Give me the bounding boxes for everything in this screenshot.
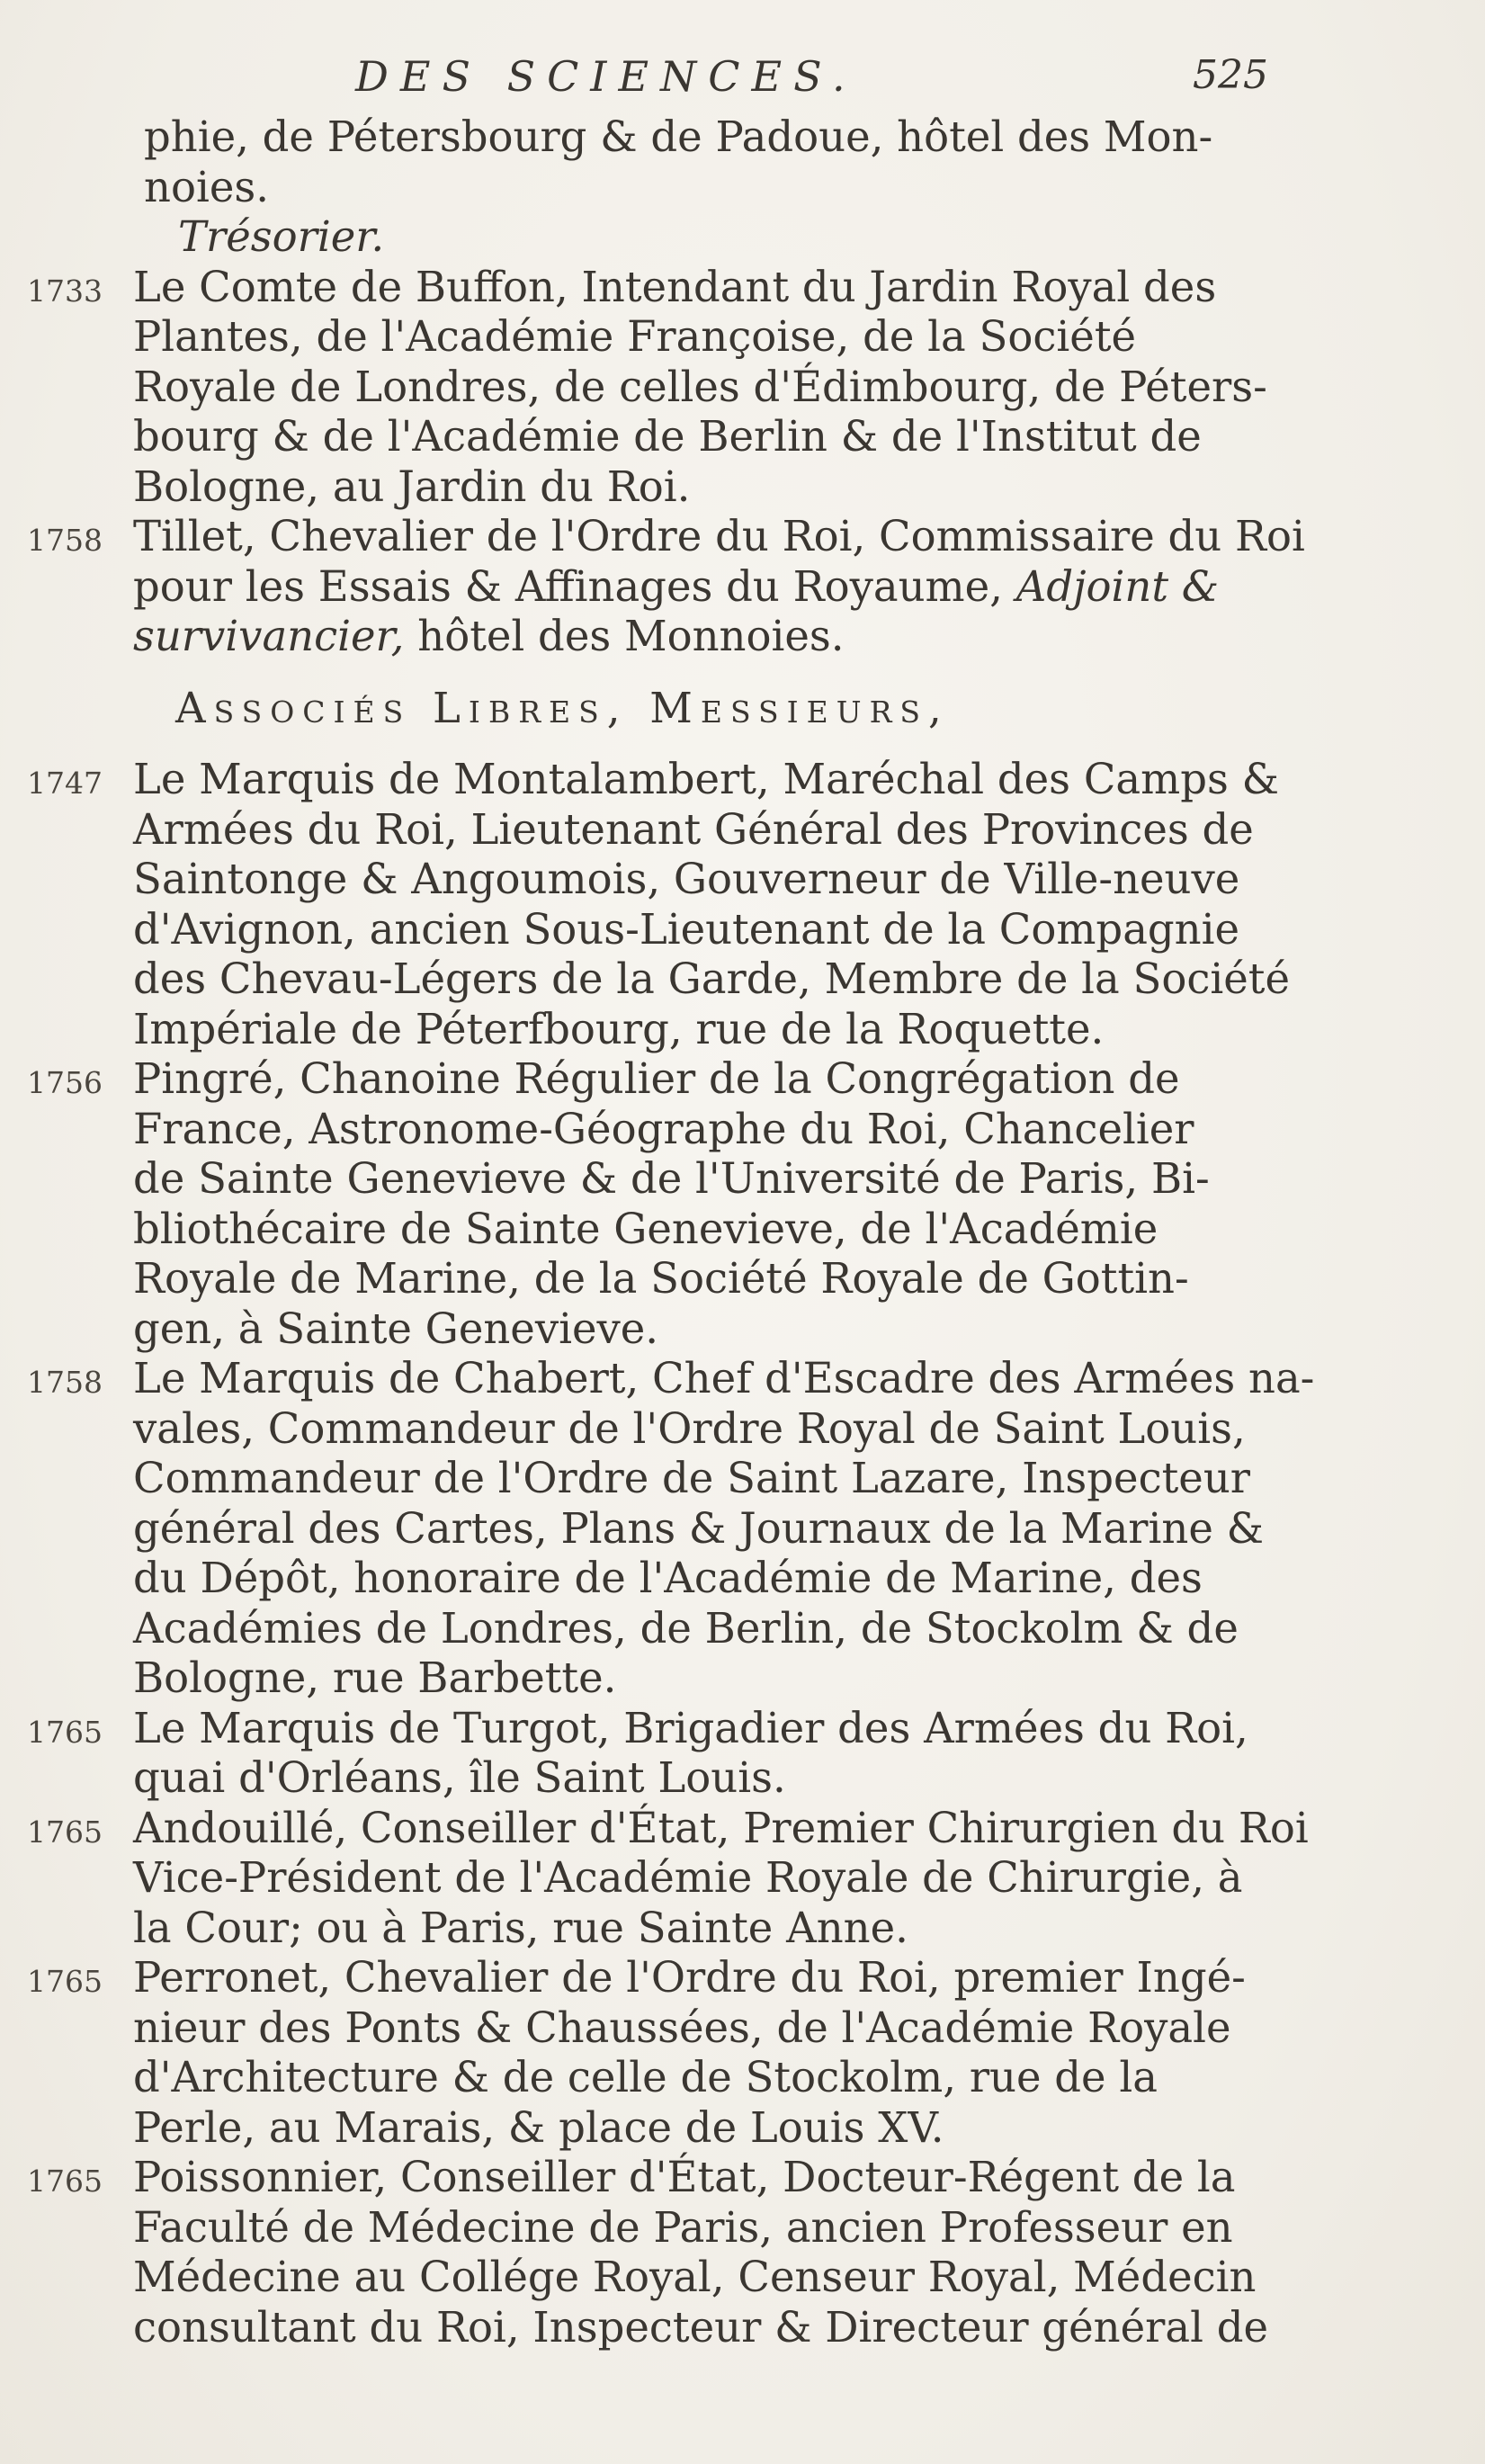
entry-first-line — [27, 1804, 1331, 1854]
line-text: survivancier, — [133, 612, 405, 660]
text-line — [27, 954, 1331, 1005]
line-text: bliothécaire de Sainte Genevieve, de l'Académie — [133, 1204, 1158, 1253]
entry-first-line — [27, 512, 1331, 562]
text-line — [27, 612, 1331, 662]
election-year: 1765 — [27, 1814, 103, 1850]
text-line — [27, 363, 1331, 413]
line-text: phie, de Pétersbourg & de Padoue, hôtel des Mon- — [144, 112, 1213, 161]
line-text: Royale de Londres, de celles d'Édimbourg, de Péters- — [133, 362, 1267, 411]
election-year: 1765 — [27, 2164, 103, 2199]
text-line — [27, 2303, 1331, 2353]
line-text: Perle, au Marais, & place de Louis XV. — [133, 2102, 944, 2152]
line-text: Bologne, au Jardin du Roi. — [133, 461, 691, 511]
line-text: d'Architecture & de celle de Stockolm, rue de la — [133, 2053, 1158, 2101]
line-text: des Chevau-Légers de la Garde, Membre de la Société — [133, 954, 1291, 1003]
line-text-tail: hôtel des Monnoies. — [404, 612, 845, 660]
line-text: Poissonnier, Conseiller d'État, Docteur-Régent de la — [133, 2153, 1236, 2201]
text-line — [27, 1753, 1331, 1804]
line-text: Pingré, Chanoine Régulier de la Congrégation de — [133, 1054, 1180, 1103]
election-year: 1765 — [27, 1714, 103, 1750]
line-text: consultant du Roi, Inspecteur & Directeur général de — [133, 2302, 1269, 2352]
section-heading — [27, 684, 1331, 734]
entry-first-line — [27, 1354, 1331, 1404]
line-text: gen, à Sainte Genevieve. — [133, 1304, 659, 1353]
line-text: noies. — [144, 162, 269, 211]
text-line — [27, 2253, 1331, 2303]
text-line — [27, 905, 1331, 955]
election-year: 1765 — [27, 1964, 103, 1999]
text-line — [27, 855, 1331, 905]
text-line — [27, 1904, 1331, 1954]
line-text: Tillet, Chevalier de l'Ordre du Roi, Commissaire du Roi — [133, 512, 1305, 560]
text-line — [27, 1205, 1331, 1255]
line-text: Le Marquis de Chabert, Chef d'Escadre des Armées na- — [133, 1354, 1315, 1402]
entry-first-line — [27, 263, 1331, 313]
line-text: vales, Commandeur de l'Ordre Royal de Saint Louis, — [133, 1403, 1246, 1453]
entry-first-line — [27, 755, 1331, 805]
text-line — [27, 2053, 1331, 2103]
line-text: quai d'Orléans, île Saint Louis. — [133, 1753, 786, 1802]
text-line — [27, 562, 1331, 613]
text-line — [27, 462, 1331, 513]
line-text: Le Marquis de Montalambert, Maréchal des Camps & — [133, 755, 1280, 803]
line-text: général des Cartes, Plans & Journaux de la Marine & — [133, 1503, 1265, 1553]
text-line — [27, 163, 1331, 213]
text-line — [27, 2103, 1331, 2154]
line-text: Associés Libres, Messieurs, — [175, 683, 950, 732]
line-text: Royale de Marine, de la Société Royale de Gottin- — [133, 1254, 1189, 1303]
text-line — [27, 1554, 1331, 1604]
running-head: DES SCIENCES. — [355, 52, 857, 101]
spacer — [27, 733, 1331, 755]
line-text: nieur des Ponts & Chaussées, de l'Académie Royale — [133, 2003, 1231, 2052]
text-line — [27, 2003, 1331, 2054]
text-line — [27, 312, 1331, 363]
section-title — [27, 212, 1331, 263]
line-text: Andouillé, Conseiller d'État, Premier Chirurgien du Roi — [133, 1803, 1309, 1852]
election-year: 1758 — [27, 523, 103, 558]
line-text: Plantes, de l'Académie Françoise, de la Société — [133, 312, 1137, 361]
line-text: Trésorier. — [178, 212, 385, 261]
text-line — [27, 412, 1331, 462]
line-text-italic: Adjoint & — [1002, 561, 1220, 611]
election-year: 1733 — [27, 273, 103, 309]
text-line — [27, 2203, 1331, 2253]
line-text: Vice-Président de l'Académie Royale de Chirurgie, à — [133, 1853, 1243, 1902]
text-line — [27, 1105, 1331, 1155]
page-number: 525 — [1193, 52, 1268, 98]
line-text: bourg & de l'Académie de Berlin & de l'Institut de — [133, 412, 1202, 461]
line-text: Médecine au Collége Royal, Censeur Royal, Médecin — [133, 2253, 1257, 2301]
line-text: Académies de Londres, de Berlin, de Stockolm & de — [133, 1603, 1239, 1653]
text-line — [27, 1154, 1331, 1205]
line-text: France, Astronome-Géographe du Roi, Chancelier — [133, 1104, 1194, 1153]
page-header — [135, 52, 1304, 106]
line-text: de Sainte Genevieve & de l'Université de Paris, Bi- — [133, 1154, 1210, 1203]
entry-first-line — [27, 1704, 1331, 1754]
line-text: Saintonge & Angoumois, Gouverneur de Ville-neuve — [133, 855, 1240, 903]
line-text: pour les Essais & Affinages du Royaume, — [133, 561, 1003, 611]
entry-first-line — [27, 1953, 1331, 2003]
election-year: 1756 — [27, 1065, 103, 1100]
text-line — [27, 1853, 1331, 1904]
entry-first-line — [27, 1054, 1331, 1105]
line-text: Armées du Roi, Lieutenant Général des Provinces de — [133, 804, 1254, 854]
line-text: du Dépôt, honoraire de l'Académie de Marine, des — [133, 1554, 1203, 1602]
text-line — [27, 1304, 1331, 1355]
line-text: la Cour; ou à Paris, rue Sainte Anne. — [133, 1903, 908, 1952]
text-line — [27, 112, 1331, 163]
election-year: 1747 — [27, 766, 103, 801]
text-line — [27, 805, 1331, 856]
line-text: Le Marquis de Turgot, Brigadier des Armées du Roi, — [133, 1703, 1248, 1752]
text-line — [27, 1504, 1331, 1555]
text-line — [27, 1653, 1331, 1704]
text-line — [27, 1005, 1331, 1055]
body-text — [27, 112, 1331, 2352]
line-text: d'Avignon, ancien Sous-Lieutenant de la Compagnie — [133, 904, 1240, 954]
text-line — [27, 1454, 1331, 1504]
line-text: Faculté de Médecine de Paris, ancien Professeur en — [133, 2202, 1233, 2252]
line-text: Perronet, Chevalier de l'Ordre du Roi, premier Ingé- — [133, 1953, 1246, 2002]
text-line — [27, 1604, 1331, 1654]
text-line — [27, 1254, 1331, 1304]
line-text: Impériale de Péterfbourg, rue de la Roquette. — [133, 1004, 1105, 1053]
line-text: Le Comte de Buffon, Intendant du Jardin Royal des — [133, 262, 1217, 311]
spacer — [27, 662, 1331, 684]
line-text: Commandeur de l'Ordre de Saint Lazare, Inspecteur — [133, 1454, 1250, 1502]
line-text: Bologne, rue Barbette. — [133, 1653, 617, 1702]
entry-first-line — [27, 2153, 1331, 2203]
text-line — [27, 1404, 1331, 1455]
election-year: 1758 — [27, 1365, 103, 1400]
